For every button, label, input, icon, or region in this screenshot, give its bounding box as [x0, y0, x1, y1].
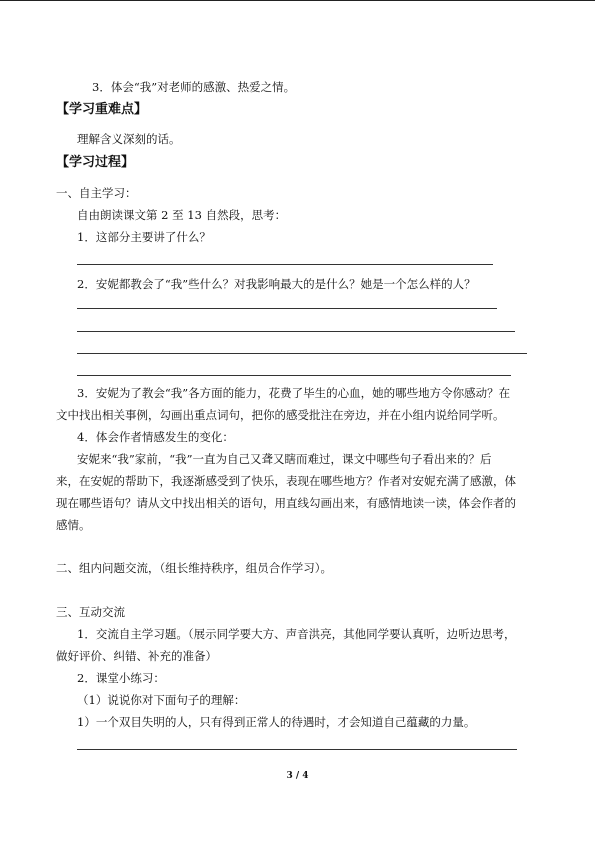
- part1-intro: 自由朗读课文第 2 至 13 自然段，思考：: [77, 208, 287, 222]
- question-4-line-2: 来，在安妮的帮助下，我逐渐感受到了快乐，表现在哪些地方？作者对安妮充满了感激，体: [56, 474, 516, 488]
- question-4-line-4: 感情。: [56, 518, 91, 532]
- answer-line: [77, 353, 527, 354]
- question-4-line-3: 现在哪些语句？请从文中找出相关的语句，用直线勾画出来，有感情地读一读，体会作者的: [56, 496, 516, 510]
- question-2: 2．安妮都教会了“我”些什么？对我影响最大的是什么？她是一个怎么样的人？: [77, 277, 476, 291]
- part3-item-1-line-1: 1．交流自主学习题。（展示同学要大方、声音洪亮，其他同学要认真听，边听边思考，: [77, 627, 516, 641]
- page-top-border: [0, 0, 595, 1]
- key-points-text: 理解含义深刻的话。: [77, 132, 181, 146]
- question-4-line-1: 安妮来“我”家前，“我”一直为自己又聋又瞎而难过，课文中哪些句子看出来的？后: [77, 452, 492, 466]
- process-heading: 【学习过程】: [56, 155, 135, 170]
- question-1: 1．这部分主要讲了什么？: [77, 230, 211, 244]
- answer-line: [77, 331, 515, 332]
- page-number: 3 / 4: [286, 771, 309, 781]
- part3-item-2: 2．课堂小练习：: [77, 671, 165, 685]
- answer-line: [77, 749, 517, 750]
- practice-sentence-1: 1）一个双目失明的人，只有得到正常人的待遇时，才会知道自己蕴藏的力量。: [77, 715, 476, 729]
- question-4: 4．体会作者情感发生的变化：: [77, 430, 234, 444]
- part3-sub-1: （1）说说你对下面句子的理解：: [77, 693, 246, 707]
- answer-line: [77, 264, 493, 265]
- key-points-heading: 【学习重难点】: [56, 102, 148, 117]
- part1-title: 一、自主学习：: [56, 186, 137, 200]
- part3-title: 三、互动交流: [56, 605, 125, 619]
- answer-line: [77, 308, 497, 309]
- question-3-line-1: 3．安妮为了教会“我”各方面的能力，花费了毕生的心血，她的哪些地方令你感动？在: [77, 386, 511, 400]
- answer-line: [77, 375, 511, 376]
- part2-title: 二、组内问题交流，（组长维持秩序，组员合作学习）。: [56, 561, 332, 575]
- question-3-line-2: 文中找出相关事例，勾画出重点词句，把你的感受批注在旁边，并在小组内说给同学听。: [56, 408, 505, 422]
- part3-item-1-line-2: 做好评价、纠错、补充的准备）: [56, 649, 217, 663]
- goal-item-3: 3．体会“我”对老师的感激、热爱之情。: [92, 80, 296, 94]
